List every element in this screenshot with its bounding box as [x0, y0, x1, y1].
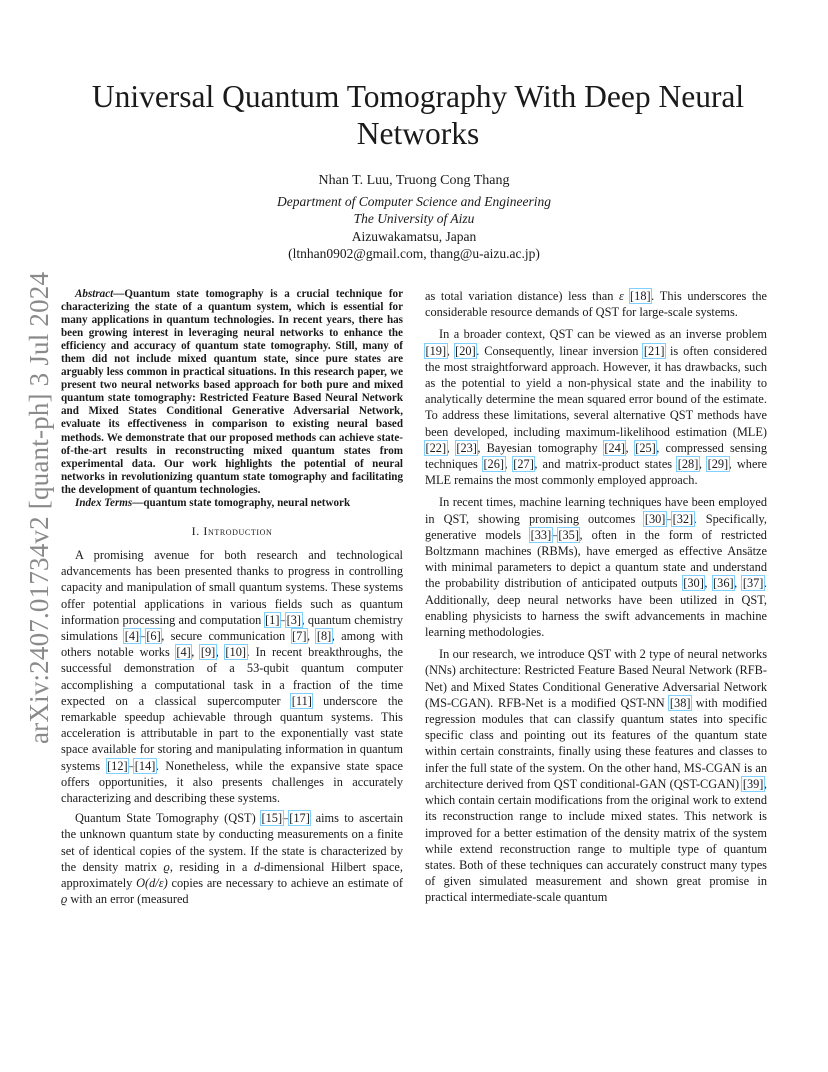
citation-link[interactable]: [8]	[316, 629, 332, 644]
title-line: Networks	[356, 116, 480, 151]
citation-link[interactable]: [20]	[455, 343, 476, 358]
text-run: ,	[446, 440, 456, 455]
text-run: , secure communication	[161, 629, 292, 644]
citation-link[interactable]: [10]	[225, 645, 246, 660]
math-expression: O(d/ε)	[136, 876, 168, 891]
citation-link[interactable]: [36]	[713, 576, 734, 591]
citation-link[interactable]: [3]	[286, 612, 302, 627]
citation-link[interactable]: [18]	[630, 289, 651, 303]
text-run: ,	[698, 457, 708, 472]
intro-paragraph-3	[425, 326, 767, 488]
index-terms-text: —quantum state tomography, neural network	[132, 496, 351, 509]
text-run: –	[282, 811, 289, 826]
citation-link[interactable]: [25]	[635, 440, 656, 455]
citation-link[interactable]: [33]	[530, 527, 552, 542]
math-symbol: ϱ	[163, 859, 170, 874]
text-run: . Nonetheless, while the expansive state space offers opportunities, it also presents challenges in accurately characterizing and describing these systems.	[61, 758, 403, 806]
text-run: ,	[625, 440, 635, 455]
math-symbol: ε	[619, 289, 624, 303]
text-run: , residing in a	[169, 859, 254, 874]
section-number: I.	[191, 523, 200, 538]
text-run: ,	[191, 645, 201, 660]
text-run: aims to ascertain the unknown quantum state by conducting measurements on a finite set of identical copies of the system. If the state is characterized by the density matrix	[61, 811, 403, 874]
citation-link[interactable]: [4]	[124, 629, 140, 644]
author-university: The University of Aizu	[353, 211, 475, 226]
text-run: , where MLE remains the most commonly employed approach.	[425, 457, 768, 488]
paper-title	[40, 78, 796, 152]
text-run: with an error (measured	[67, 892, 189, 907]
citation-link[interactable]: [26]	[483, 457, 505, 472]
intro-paragraph-2	[61, 810, 403, 907]
text-run: In a broader context, QST can be viewed as an inverse problem	[439, 327, 767, 342]
text-run: –	[279, 612, 287, 627]
citation-link[interactable]: [9]	[200, 645, 216, 660]
math-symbol: ϱ	[61, 892, 68, 907]
citation-link[interactable]: [32]	[672, 511, 694, 526]
author-block	[0, 172, 828, 263]
citation-link[interactable]: [38]	[669, 695, 691, 710]
abstract	[61, 288, 403, 497]
text-run: , and matrix-product states	[534, 457, 678, 472]
arxiv-identifier: arXiv:2407.01734v2 [quant-ph] 3 Jul 2024	[24, 271, 54, 744]
citation-link[interactable]: [22]	[425, 440, 447, 455]
text-run: ,	[734, 576, 743, 591]
citation-link[interactable]: [11]	[291, 693, 312, 708]
text-run: , often in the form of restricted Boltzmann machines (RBMs), have emerged as effective Ansätze with minimal parameters to depict a quantum state and understand the probability distribution of anticipated outputs	[425, 527, 767, 591]
text-run: ,	[704, 576, 713, 591]
text-run: A promising avenue for both research and technological advancements has been presented thanks to progress in controlling capacity and manipulation of small quantum systems. These systems offer potential applications in various fields such as quantum information processing and computation	[61, 548, 403, 627]
text-run: –	[551, 527, 558, 542]
text-run: –	[665, 511, 673, 526]
author-emails: (ltnhan0902@gmail.com, thang@u-aizu.ac.jp)	[288, 246, 540, 261]
abstract-label: Abstract	[75, 288, 114, 300]
citation-link[interactable]: [37]	[742, 576, 764, 591]
citation-link[interactable]: [17]	[289, 811, 310, 826]
section-heading	[61, 523, 403, 539]
author-department: Department of Computer Science and Engineering	[276, 193, 552, 209]
text-run: underscore the remarkable speedup achievable through quantum systems. This acceleration is attributable in part to the exponentially vast state space available for storing and manipulating information in quantum systems	[61, 693, 403, 773]
citation-link[interactable]: [6]	[146, 629, 161, 644]
citation-link[interactable]: [23]	[456, 440, 477, 455]
intro-paragraph-2-continued	[425, 288, 767, 320]
text-run: In our research, we introduce QST with 2 type of neural networks (NNs) architecture: Restricted Feature Based Neural Network (RFB-Net) and Mixed States Conditional Generative Adversarial Network (MS-CGAN). RFB-Net is a modified QST-NN	[425, 647, 767, 710]
text-run: with modified regression modules that can classify quantum states into specific specific class and pointing out its features of the quantum state within certain constraints, finally using these features and classes to infer the full state of the system. On the other hand, MS-CGAN is an architecture derived from QST conditional-GAN (QST-CGAN)	[425, 695, 767, 791]
author-names: Nhan T. Luu, Truong Cong Thang	[318, 173, 510, 188]
intro-paragraph-4	[425, 494, 767, 640]
abstract-text: —Quantum state tomography is a crucial technique for characterizing the state of a quantum system, which is essential for many applications in quantum technologies. In recent years, there has been growing interest in leveraging neural networks to enhance the efficiency and accuracy of quantum state tomography. Still, many of them did not include mixed quantum state, since pure states are arguably less common in practical situations. In this research paper, we present two neural networks based approach for both pure and mixed quantum state tomography: Restricted Feature Based Neural Network and Mixed States Conditional Generative Adversarial Network, evaluate its effectiveness in comparison to existing neural based methods. We demonstrate that our proposed methods can achieve state-of-the-art results in reconstructing mixed quantum states from experimental data. Our work highlights the potential of neural networks in revolutionizing quantum state tomography and facilitating the development of quantum technologies.	[61, 288, 403, 496]
index-terms	[61, 497, 403, 510]
citation-link[interactable]: [15]	[261, 811, 283, 826]
text-run: –	[128, 758, 135, 773]
citation-link[interactable]: [35]	[558, 527, 579, 542]
text-run: , quantum chemistry simulations	[61, 612, 403, 644]
citation-link[interactable]: [4]	[176, 645, 191, 660]
citation-link[interactable]: [1]	[265, 612, 280, 627]
text-run: , among with others notable works	[61, 629, 404, 660]
text-run	[624, 289, 630, 303]
section-title: Introduction	[203, 523, 273, 538]
text-run: ,	[504, 457, 513, 472]
right-column	[425, 288, 767, 906]
author-location: Aizuwakamatsu, Japan	[351, 228, 477, 244]
math-symbol: d	[253, 859, 261, 874]
text-run: In recent times, machine learning techniques have been employed in QST, showing promising outcomes	[425, 495, 767, 526]
text-run: . Consequently, linear inversion	[476, 343, 644, 358]
citation-link[interactable]: [29]	[707, 457, 729, 472]
citation-link[interactable]: [19]	[425, 343, 447, 358]
text-run: ,	[215, 645, 225, 660]
citation-link[interactable]: [27]	[513, 457, 534, 472]
text-run: , Bayesian tomography	[477, 440, 604, 455]
index-terms-label: Index Terms	[75, 496, 133, 509]
text-run: is often considered the most straightforward approach. However, it has drawbacks, such as the potential to yield a non-physical state and the inability to analytically determine the mean squared error bound of the estimate. To address these limitations, several alternative QST methods have been developed, including maximum-likelihood estimation (MLE)	[425, 343, 767, 439]
text-run: ,	[446, 343, 455, 358]
text-run: ,	[306, 629, 317, 644]
text-run: Quantum State Tomography (QST)	[75, 811, 262, 826]
intro-paragraph-5	[425, 646, 767, 905]
text-run: . Specifically, generative models	[425, 511, 767, 542]
text-run: . Additionally, deep neural networks have been utilized in QST, enabling physicists to harness the swift advancements in machine learning methodologies.	[425, 576, 767, 640]
text-run: -dimensional Hilbert space, approximately	[61, 859, 403, 891]
citation-link[interactable]: [21]	[643, 343, 665, 358]
left-column	[61, 288, 403, 907]
citation-link[interactable]: [30]	[644, 511, 666, 526]
text-run: . In recent breakthroughs, the successful demonstration of a 53-qubit quantum computer accomplishing a computational task in a fraction of the time expected on a classical supercomputer	[61, 645, 403, 708]
text-run: copies are necessary to achieve an estimate of	[167, 876, 403, 891]
text-run: –	[139, 629, 146, 644]
citation-link[interactable]: [14]	[134, 758, 156, 773]
citation-link[interactable]: [12]	[107, 758, 128, 773]
text-run: . This underscores the considerable resource demands of QST for large-scale systems.	[425, 289, 767, 320]
title-line: Universal Quantum Tomography With Deep Neural	[91, 79, 745, 114]
text-run: , which contain certain modifications from the original work to extend its reconstruction range to include mixed states. This network is improved for a better estimation of the density matrix of the system while extend reconstruction range to multiple type of quantum states. Both of these techniques can accurately construct many types of given simulated measurement and shown great promise in practical intermediate-scale quantum	[425, 776, 767, 905]
intro-paragraph-1	[61, 547, 403, 806]
citation-link[interactable]: [28]	[677, 457, 699, 472]
text-run: , compressed sensing techniques	[425, 440, 768, 472]
citation-link[interactable]: [30]	[683, 576, 704, 591]
citation-link[interactable]: [7]	[292, 629, 307, 644]
citation-link[interactable]: [39]	[742, 776, 764, 791]
text-run: as total variation distance) less than	[425, 289, 620, 303]
citation-link[interactable]: [24]	[604, 440, 625, 455]
